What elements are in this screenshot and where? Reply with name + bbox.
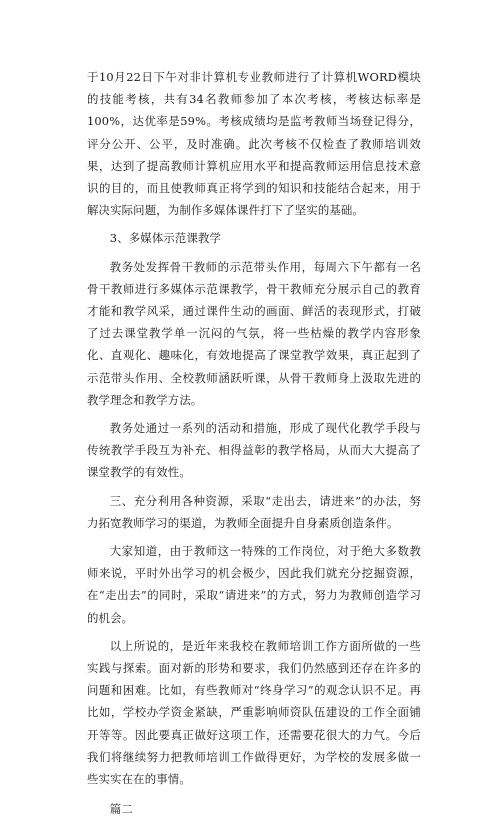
paragraph-exam-results: 于10月22日下午对非计算机专业教师进行了计算机WORD模块的技能考核，共有34名教师参加了本次考核，考核达标率是100%，达优率是59%。考核成绩均是监考教师当场登记得分，评分公开、公平，及时准确。此次考核不仅检查了教师培训效果，达到了提高教师计算机应用水平和提高教师运用信息技术意识的目的，而且使教师真正将学到的知识和技能结合起来，用于解决实际问题，为制作多媒体课件打下了坚实的基础。: [87, 70, 421, 218]
paragraph-summary: 以上所说的，是近年来我校在教师培训工作方面所做的一些实践与探索。面对新的形势和要求，我们仍然感到还存在许多的问题和困难。比如，有些教师对“终身学习”的观念认识不足。再比如，学校办学资金紧缺，严重影响师资队伍建设的工作全面铺开等等。因此要真正做好这项工作，还需要花很大的力气。今后我们将继续努力把教师培训工作做得更好，为学校的发展多做一些实实在在的事情。: [87, 638, 421, 787]
paragraph-demo-teaching: 教务处发挥骨干教师的示范带头作用，每周六下午都有一名骨干教师进行多媒体示范课教学，骨干教师充分展示自己的教育才能和教学风采，通过课件生动的画面、鲜活的表现形式，打破了过去课堂教学单一沉闷的气氛，将一些枯燥的教学内容形象化、直观化、趣味化，有效地提高了课堂教学效果，真正起到了示范带头作用、全校教师涵跃听课，从骨干教师身上汲取先进的教学理念和教学方法。: [87, 259, 421, 407]
spacer: [87, 790, 421, 798]
document-body: [87, 66, 421, 821]
paragraph-section-three: 三、充分利用各种资源，采取“走出去，请进来”的办法，努力拓宽教师学习的渠道，为教师全面提升自身素质创造条件。: [87, 493, 421, 530]
paragraph-teaching-pattern: 教务处通过一系列的活动和措施，形成了现代化教学手段与传统教学手段互为补充、相得益彰的教学格局，从而大大提高了课堂教学的有效性。: [87, 421, 421, 480]
section-label-part-two: 篇二: [109, 802, 133, 817]
section-heading-multimedia: 3、多媒体示范课教学: [109, 231, 222, 246]
paragraph-learning-opportunities: 大家知道，由于教师这一特殊的工作岗位，对于绝大多数教师来说，平时外出学习的机会极少，因此我们就充分挖掘资源，在“走出去”的同时，采取“请进来”的方式，努力为教师创造学习的机会。: [87, 544, 421, 625]
